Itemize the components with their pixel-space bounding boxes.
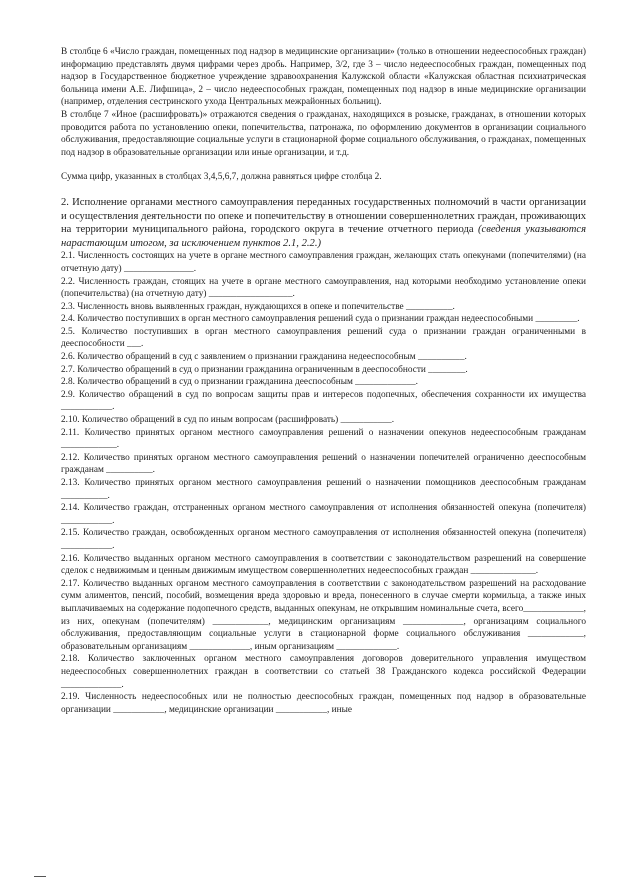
section-2-heading bbox=[61, 196, 586, 250]
item-2-1: 2.1. Численность состоящих на учете в органе местного самоуправления граждан, желающих стать опекунами (попечителями) (на отчетную дату) _______________. bbox=[61, 251, 586, 274]
item-2-13: 2.13. Количество принятых органом местного самоуправления решений о назначении помощников дееспособным гражданам __________. bbox=[61, 478, 586, 501]
item-2-19: 2.19. Численность недееспособных или не полностью дееспособных граждан, помещенных под надзор в образовательные организации ___________, медицинские организации ___________, иные bbox=[61, 692, 586, 715]
paragraph-sum-rule: Сумма цифр, указанных в столбцах 3,4,5,6,7, должна равняться цифре столбца 2. bbox=[61, 172, 382, 183]
item-2-7: 2.7. Количество обращений в суд о признании гражданина ограниченным в дееспособности ________. bbox=[61, 364, 468, 375]
item-2-10: 2.10. Количество обращений в суд по иным вопросам (расшифровать) ___________. bbox=[61, 415, 395, 426]
item-2-14: 2.14. Количество граждан, отстраненных органом местного самоуправления от исполнения обязанностей опекуна (попечителя) ___________. bbox=[61, 503, 586, 526]
item-2-17: 2.17. Количество выданных органом местного самоуправления в соответствии с законодательством разрешений на расходование сумм алиментов, пенсий, пособий, возмещения вреда здоровью и вреда, понесенного в случае смерти кормильца, а также иных выплачиваемых на содержание подопечного средств, выданных опекунам, не открывшим номинальные счета, всего_____________, из них, опекунам (попечителям) ____________, медицинским организациям _____________, организациям социального обслуживания, предоставляющим социальные услуги в стационарной форме социального обслуживания ____________, образовательным организациям _____________, иным организациям _____________. bbox=[61, 578, 586, 652]
scan-edge-mark bbox=[34, 876, 46, 877]
item-2-8: 2.8. Количество обращений в суд о признании гражданина дееспособным _____________. bbox=[61, 377, 418, 388]
item-2-9: 2.9. Количество обращений в суд по вопросам защиты прав и интересов подопечных, обеспечения сохранности их имущества ___________. bbox=[61, 389, 586, 413]
paragraph-column-7: В столбце 7 «Иное (расшифровать)» отражаются сведения о гражданах, находящихся в розыске, гражданах, в отношении которых проводится работа по установлению опеки, попечительства, патронажа, по оформлению документов в организации социального обслуживания, предоставляющие социальные услуги в стационарной форме социального обслуживания, о гражданах, помещенных под надзор в образовательные организации или иные организации, и т.д. bbox=[61, 109, 586, 158]
item-2-2: 2.2. Численность граждан, стоящих на учете в органе местного самоуправления, над которыми необходимо установление опеки (попечительства) (на отчетную дату) __________________. bbox=[61, 276, 586, 300]
item-2-16: 2.16. Количество выданных органом местного самоуправления в соответствии с законодательством разрешений на совершение сделок с недвижимым и ценным движимым имуществом совершеннолетних недееспособных граждан ______________. bbox=[61, 553, 586, 577]
item-2-12: 2.12. Количество принятых органом местного самоуправления решений о назначении попечителей ограниченно дееспособным гражданам __________. bbox=[61, 452, 586, 476]
item-2-18: 2.18. Количество заключенных органом местного самоуправления договоров доверительного управления имуществом недееспособных совершеннолетних граждан в соответствии со статьей 38 Гражданского кодекса российской Федерации _____________. bbox=[61, 654, 586, 690]
item-2-3: 2.3. Численность вновь выявленных граждан, нуждающихся в опеке и попечительстве __________. bbox=[61, 301, 455, 312]
item-2-6: 2.6. Количество обращений в суд с заявлением о признании гражданина недееспособным __________. bbox=[61, 352, 467, 363]
section-2-heading-note: (сведения указываются нарастающим итогом, за исключением пунктов 2.1, 2.2.) bbox=[61, 224, 587, 249]
item-2-5: 2.5. Количество поступивших в орган местного самоуправления решений суда о признании граждан ограниченными в дееспособности ___. bbox=[61, 326, 586, 350]
item-2-11: 2.11. Количество принятых органом местного самоуправления решений о назначении опекунов недееспособным гражданам ____________. bbox=[61, 427, 586, 451]
item-2-15: 2.15. Количество граждан, освобожденных органом местного самоуправления от исполнения обязанностей опекуна (попечителя) ___________. bbox=[61, 528, 586, 551]
document-page bbox=[61, 46, 586, 716]
item-2-4: 2.4. Количество поступивших в орган местного самоуправления решений суда о признании граждан недееспособными _________. bbox=[61, 314, 580, 325]
paragraph-column-6: В столбце 6 «Число граждан, помещенных под надзор в медицинские организации» (только в отношении недееспособных граждан) информацию представлять двумя цифрами через дробь. Например, 3/2, где 3 – число недееспособных граждан, помещенных под надзор в Государственное бюджетное учреждение здравоохранения Калужской области «Калужская областная психиатрическая больница имени А.Е. Лифшица», 2 – число недееспособных граждан, помещенных под надзор в иные медицинские организации (например, отделения сестринского ухода Центральных межрайонных больниц). bbox=[61, 47, 586, 108]
section-2-heading-text: 2. Исполнение органами местного самоуправления переданных государственных полномочий в части организации и осуществления деятельности по опеке и попечительству в отношении совершеннолетних граждан, проживающих на территории муниципального района, городского округа в течение отчетного периода bbox=[61, 196, 586, 236]
